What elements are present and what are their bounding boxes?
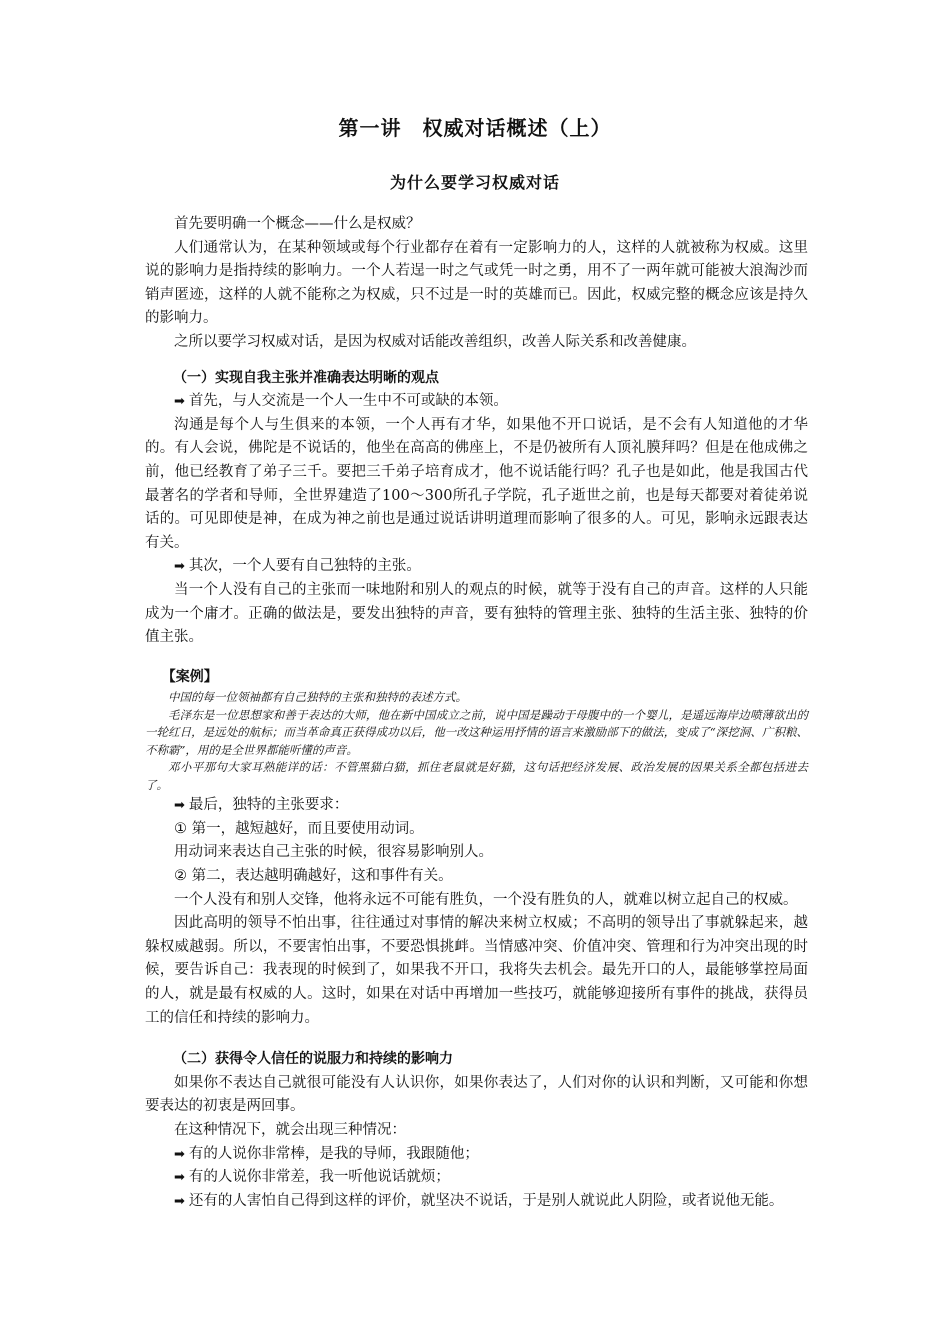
document-body [145, 213, 808, 1213]
numbered-item [145, 818, 808, 842]
bullet-point [145, 1143, 808, 1167]
page-title: 第一讲 权威对话概述（上） [338, 116, 612, 140]
paragraph: 在这种情况下，就会出现三种情况： [174, 1122, 406, 1138]
bullet-text: 有的人说你非常差，我一听他说话就烦； [188, 1169, 450, 1186]
case-block [145, 689, 808, 794]
case-line: 中国的每一位领袖都有自己独特的主张和独特的表述方式。 [168, 690, 467, 705]
bullet-point [145, 555, 808, 579]
item-text: 第二，表达越明确越好，这和事件有关。 [191, 868, 453, 885]
intro-paragraph: 人们通常认为，在某种领域或每个行业都存在着有一定影响力的人，这样的人就被称为权威。这里说的影响力是指持续的影响力。一个人若逞一时之气或凭一时之勇，用不了一两年就可能被大浪淘沙而销声匿迹，这样的人就不能称之为权威，只不过是一时的英雄而已。因此，权威完整的概念应该是持久的影响力。 [145, 239, 808, 327]
paragraph: 因此高明的领导不怕出事，往往通过对事情的解决来树立权威；不高明的领导出了事就躲起来，越躲权威越弱。所以，不要害怕出事，不要恐惧挑衅。当情感冲突、价值冲突、管理和行为冲突出现的时候，要告诉自己：我表现的时候到了，如果我不开口，我将失去机会。最先开口的人，最能够掌控局面的人，就是最有权威的人。这时，如果在对话中再增加一些技巧，就能够迎接所有事件的挑战，获得员工的信任和持续的影响力。 [145, 915, 808, 1026]
bullet-point [145, 1190, 808, 1214]
intro-paragraph: 首先要明确一个概念——什么是权威？ [174, 216, 421, 232]
paragraph: 一个人没有和别人交锋，他将永远不可能有胜负，一个没有胜负的人，就难以树立起自己的权威。 [174, 891, 798, 908]
arrow-right-icon: ➡ [174, 1170, 185, 1186]
item-text: 第一，越短越好，而且要使用动词。 [191, 820, 424, 837]
bullet-text: 有的人说你非常棒，是我的导师，我跟随他； [188, 1145, 479, 1162]
case-line: 毛泽东是一位思想家和善于表达的大师，他在新中国成立之前，说中国是躁动于母腹中的一个婴儿，是遥远海岸边喷薄欲出的一轮红日，是远处的航标；而当革命真正获得成功以后，他一改这种运用抒情的语言来激励部下的做法，变成了“深挖洞、广积粮、不称霸”，用的是全世界都能听懂的声音。 [145, 707, 808, 757]
arrow-right-icon: ➡ [174, 1146, 185, 1162]
paragraph: 如果你不表达自己就很可能没有人认识你，如果你表达了，人们对你的认识和判断，又可能和你想要表达的初衷是两回事。 [145, 1074, 808, 1115]
section-heading: （二）获得令人信任的说服力和持续的影响力 [173, 1051, 453, 1068]
bullet-point [145, 1166, 808, 1190]
numbered-item [145, 865, 808, 889]
arrow-right-icon: ➡ [174, 559, 185, 575]
arrow-right-icon: ➡ [174, 798, 185, 814]
circled-number: ② [174, 868, 187, 885]
bullet-point [145, 390, 808, 414]
bullet-text: 最后，独特的主张要求： [188, 797, 349, 814]
case-line: 邓小平那句大家耳熟能详的话：不管黑猫白猫，抓住老鼠就是好猫，这句话把经济发展、政治发展的因果关系全都包括进去了。 [145, 760, 808, 792]
arrow-right-icon: ➡ [174, 394, 185, 410]
bullet-text: 其次，一个人要有自己独特的主张。 [188, 558, 421, 575]
bullet-text: 首先，与人交流是一个人一生中不可或缺的本领。 [188, 393, 508, 410]
intro-paragraph: 之所以要学习权威对话，是因为权威对话能改善组织，改善人际关系和改善健康。 [174, 333, 696, 350]
paragraph: 沟通是每个人与生俱来的本领，一个人再有才华，如果他不开口说话，是不会有人知道他的才华的。有人会说，佛陀是不说话的，他坐在高高的佛座上，不是仍被所有人顶礼膜拜吗？但是在他成佛之前，他已经教育了弟子三千。要把三千弟子培育成才，他不说话能行吗？孔子也是如此，他是我国古代最著名的学者和导师，全世界建造了100～300所孔子学院，孔子逝世之前，也是每天都要对着徒弟说话的。可见即使是神，在成为神之前也是通过说话讲明道理而影响了很多的人。可见，影响永远跟表达有关。 [145, 416, 808, 551]
circled-number: ① [174, 820, 187, 837]
arrow-right-icon: ➡ [174, 1193, 185, 1209]
bullet-text: 还有的人害怕自己得到这样的评价，就坚决不说话，于是别人就说此人阴险，或者说他无能。 [188, 1192, 784, 1209]
paragraph: 用动词来表达自己主张的时候，很容易影响别人。 [174, 844, 493, 861]
paragraph: 当一个人没有自己的主张而一味地附和别人的观点的时候，就等于没有自己的声音。这样的人只能成为一个庸才。正确的做法是，要发出独特的声音，要有独特的管理主张、独特的生活主张、独特的价值主张。 [145, 581, 808, 646]
case-label: 【案例】 [161, 668, 218, 685]
page-subtitle: 为什么要学习权威对话 [389, 173, 560, 192]
bullet-point [145, 794, 808, 818]
section-heading: （一）实现自我主张并准确表达明晰的观点 [173, 369, 439, 386]
